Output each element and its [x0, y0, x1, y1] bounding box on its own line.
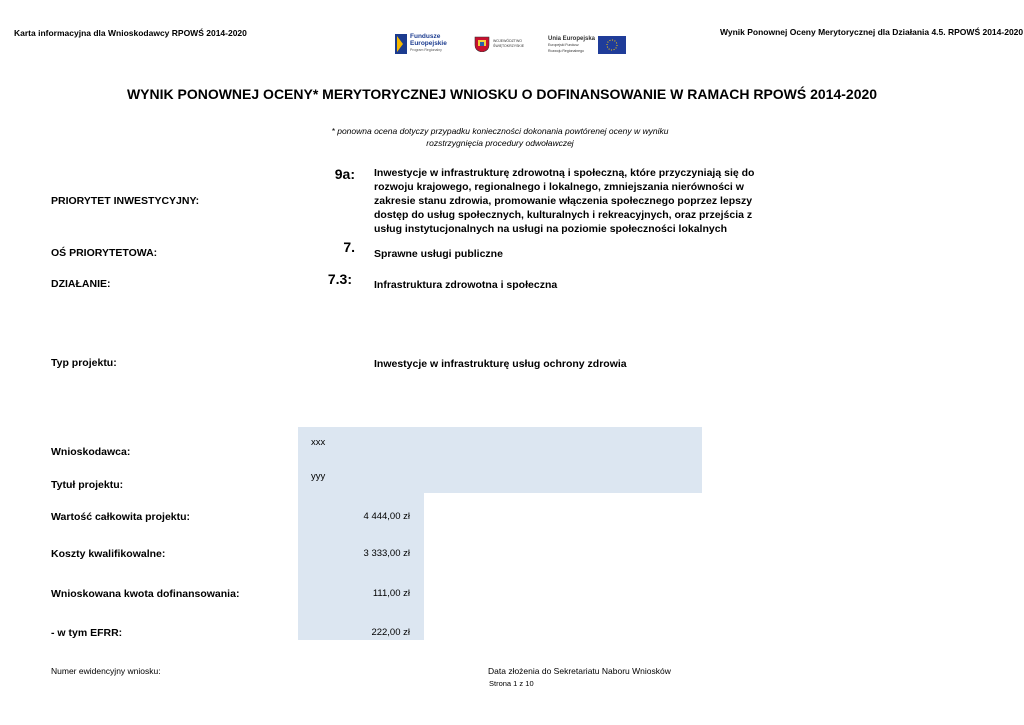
eu-line1: Unia Europejska — [548, 36, 596, 42]
priorytet-value: Inwestycje w infrastrukturę zdrowotną i społeczną, które przyczyniają się do rozwoju krajowego, regionalnego i lokalnego, zmniejszania nierówności w zakresie stanu zdrowia, promowanie włączenia społecznego poprzez lepszy dostęp do usług społecznych, kulturalnych i rekreacyjnych, oraz przejścia z usług instytucjonalnych na usługi na poziomie społeczności lokalnych — [374, 167, 755, 235]
dzialanie-value: Infrastruktura zdrowotna i społeczna — [374, 279, 558, 291]
priorytet-code: 9a: — [334, 166, 355, 182]
os-label: OŚ PRIORYTETOWA: — [51, 247, 158, 259]
wnioskodawca-value: xxx — [311, 437, 326, 448]
os-value: Sprawne usługi publiczne — [374, 248, 503, 260]
page-number: Strona 1 z 10 — [489, 679, 534, 688]
dzialanie-label: DZIAŁANIE: — [51, 278, 111, 290]
fundusze-logo — [393, 33, 447, 54]
region-logo — [474, 36, 524, 52]
efrr-label: - w tym EFRR: — [51, 627, 123, 639]
tytul-label: Tytuł projektu: — [51, 479, 124, 491]
header-left: Karta informacyjna dla Wnioskodawcy RPOWŚ 2014-2020 — [14, 28, 247, 38]
data-zlozenia-label: Data złożenia do Sekretariatu Naboru Wniosków — [488, 666, 671, 676]
koszty-value: 3 333,00 zł — [363, 548, 410, 559]
numer-ewidencyjny-label: Numer ewidencyjny wniosku: — [51, 666, 161, 676]
wnioskodawca-label: Wnioskodawca: — [51, 446, 131, 458]
kwota-value: 111,00 zł — [372, 588, 410, 599]
applicant-title-box — [298, 427, 702, 493]
typ-value: Inwestycje w infrastrukturę usług ochrony zdrowia — [374, 358, 627, 370]
fe-line3: Program Regionalny — [410, 48, 442, 52]
eu-line2: Europejski Fundusz — [548, 43, 579, 47]
page-title: WYNIK PONOWNEJ OCENY* MERYTORYCZNEJ WNIOSKU O DOFINANSOWANIE W RAMACH RPOWŚ 2014-2020 — [126, 86, 878, 102]
footnote-line1: * ponowna ocena dotyczy przypadku konieczności dokonania powtórenej oceny w wyniku — [331, 126, 669, 136]
fe-line2: Europejskie — [410, 40, 447, 47]
region-line1: WOJEWÓDZTWO — [493, 39, 522, 43]
wartosc-label: Wartość całkowita projektu: — [51, 511, 191, 523]
wartosc-value: 4 444,00 zł — [363, 511, 410, 522]
eu-flag-icon — [598, 36, 626, 54]
efrr-value: 222,00 zł — [371, 627, 410, 638]
koszty-label: Koszty kwalifikowalne: — [51, 548, 166, 560]
kwota-label: Wnioskowana kwota dofinansowania: — [51, 588, 240, 600]
footnote-line2: rozstrzygnięcia procedury odwoławczej — [426, 138, 574, 148]
coat-of-arms-icon — [474, 36, 490, 52]
tytul-value: yyy — [311, 471, 326, 482]
fe-line1: Fundusze — [410, 33, 441, 40]
fundusze-star-icon — [393, 34, 407, 54]
os-code: 7. — [343, 239, 355, 255]
dzialanie-code: 7.3: — [327, 271, 352, 287]
eu-logo — [548, 36, 626, 54]
header-right: Wynik Ponownej Oceny Merytorycznej dla Działania 4.5. RPOWŚ 2014-2020 — [720, 27, 1024, 37]
typ-label: Typ projektu: — [51, 357, 117, 369]
title-footnote — [320, 125, 680, 149]
region-line2: ŚWIĘTOKRZYSKIE — [493, 44, 525, 48]
priorytet-label: PRIORYTET INWESTYCYJNY: — [51, 195, 200, 207]
eu-line3: Rozwoju Regionalnego — [548, 49, 584, 53]
